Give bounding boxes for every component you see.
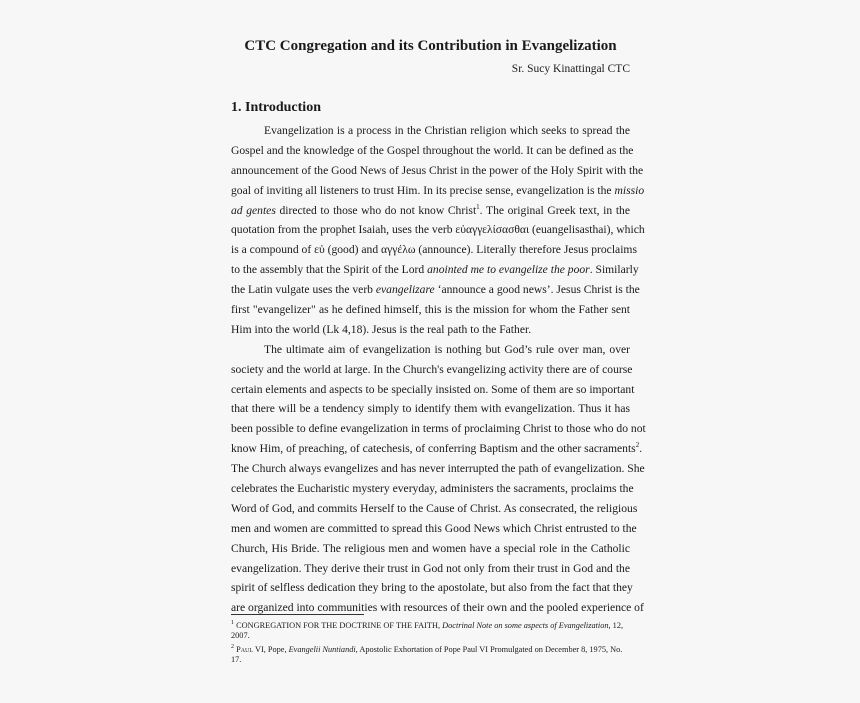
- text-line: [231, 320, 630, 340]
- text-run: Word of God, and commits Herself to the Cause of Christ. As consecrated, the religious: [231, 501, 638, 515]
- footnotes: [231, 618, 630, 666]
- text-run: goal of inviting all listeners to trust Him. In its precise sense, evangelization is the: [231, 183, 615, 197]
- text-line: [231, 181, 645, 201]
- text-run: announcement of the Good News of Jesus Christ in the power of the Holy Spirit with the: [231, 163, 644, 177]
- text-run: CONGREGATION FOR THE DOCTRINE OF THE FAITH,: [236, 620, 443, 630]
- italic-text: Evangelii Nuntiandi: [288, 644, 356, 654]
- text-run: , Apostolic Exhortation of Pope Paul VI Promulgated on December 8, 1975, No. 17.: [231, 644, 623, 665]
- text-line: [231, 598, 644, 618]
- text-run: . Similarly: [589, 263, 639, 277]
- footnote-ref: 2: [635, 441, 640, 450]
- text-run: . The original Greek text, in the: [479, 203, 630, 217]
- footnote-separator: [231, 614, 364, 615]
- text-line: [231, 260, 639, 280]
- text-run: VI, Pope,: [253, 644, 289, 654]
- text-run: the Latin vulgate uses the verb: [231, 283, 376, 297]
- footnote: [231, 618, 630, 642]
- text-run: first "evangelizer" as he defined himself, this is the mission for whom the Father sent: [231, 303, 630, 317]
- text-line: [231, 220, 645, 240]
- text-line: [231, 121, 630, 141]
- text-line: [231, 340, 630, 360]
- text-run: The ultimate aim of evangelization is nothing but God’s rule over man, over: [264, 342, 630, 356]
- text-line: [231, 161, 644, 181]
- text-run: directed to those who do not know Christ: [275, 203, 477, 217]
- text-run: been possible to define evangelization in terms of proclaiming Christ to those who do not: [231, 422, 646, 436]
- italic-text: Evangelization: [558, 620, 609, 630]
- italic-text: missio: [614, 183, 645, 197]
- text-line: [231, 300, 630, 320]
- text-run: evangelization. They derive their trust in God not only from their trust in God and the: [231, 561, 630, 575]
- text-run: society and the world at large. In the Church's evangelizing activity there are of course: [231, 362, 633, 376]
- text-line: [231, 399, 630, 419]
- text-line: [231, 559, 630, 579]
- text-run: certain elements and aspects to be specially insisted on. Some of them are so important: [231, 382, 635, 396]
- author-name: Sr. Sucy Kinattingal CTC: [511, 63, 630, 75]
- text-run: is a compound of εὐ (good) and αγγέλω (announce). Literally therefore Jesus proclaims: [231, 243, 637, 257]
- text-run: to the assembly that the Spirit of the Lord: [231, 263, 428, 277]
- italic-text: evangelizare: [375, 283, 435, 297]
- text-run: Evangelization is a process in the Christian religion which seeks to spread the: [264, 124, 630, 137]
- footnote-ref: 1: [231, 620, 234, 626]
- italic-text: ad gentes: [231, 203, 276, 217]
- text-run: know Him, of preaching, of catechesis, of conferring Baptism and the other sacraments: [231, 442, 636, 456]
- text-line: [231, 280, 640, 300]
- text-line: [231, 459, 645, 479]
- text-run: Him into the world (Lk 4,18). Jesus is the real path to the Father.: [231, 322, 532, 336]
- text-run: quotation from the prophet Isaiah, uses the verb εὐαγγελίσασθαι (euangelisasthai), which: [231, 223, 645, 237]
- text-line: [231, 439, 643, 459]
- footnote-ref: 1: [476, 202, 480, 211]
- section-heading: 1. Introduction: [231, 100, 321, 115]
- text-run: ‘announce a good news’. Jesus Christ is the: [434, 283, 640, 297]
- text-run: men and women are committed to spread this Good News which Christ entrusted to the: [231, 521, 637, 535]
- footnote-ref: 2: [231, 643, 234, 650]
- text-run: celebrates the Eucharistic mystery everyday, administers the sacraments, proclaims the: [231, 482, 634, 496]
- text-line: [231, 519, 637, 539]
- text-line: [231, 240, 637, 260]
- text-line: [231, 578, 633, 598]
- document-title: CTC Congregation and its Contribution in Evangelization: [244, 38, 617, 54]
- text-run: .: [639, 442, 643, 456]
- text-run: Church, His Bride. The religious men and women have a special role in the Catholic: [231, 541, 630, 555]
- text-line: [231, 499, 638, 519]
- text-run: , 12, 2007.: [231, 620, 624, 641]
- text-line: [231, 201, 630, 221]
- text-run: are organized into communities with resources of their own and the pooled experience of: [231, 601, 644, 615]
- text-run: spirit of selfless dedication they bring to the apostolate, but also from the fact that they: [231, 581, 633, 595]
- text-line: [231, 479, 634, 499]
- small-caps-text: Paul: [236, 644, 254, 654]
- text-line: [231, 419, 646, 439]
- footnote: [231, 642, 630, 666]
- italic-text: anointed me to evangelize the poor: [427, 263, 590, 277]
- text-run: Gospel and the knowledge of the Gospel throughout the world. It can be defined as the: [231, 143, 634, 157]
- text-line: [231, 380, 635, 400]
- text-line: [231, 539, 630, 559]
- body-text: [231, 121, 646, 618]
- text-line: [231, 141, 634, 161]
- text-run: The Church always evangelizes and has never interrupted the path of evangelization. She: [231, 462, 645, 476]
- italic-text: Doctrinal Note on some aspects of: [442, 620, 557, 630]
- text-run: that there will be a tendency simply to identify them with evangelization. Thus it has: [231, 402, 630, 416]
- text-line: [231, 360, 633, 380]
